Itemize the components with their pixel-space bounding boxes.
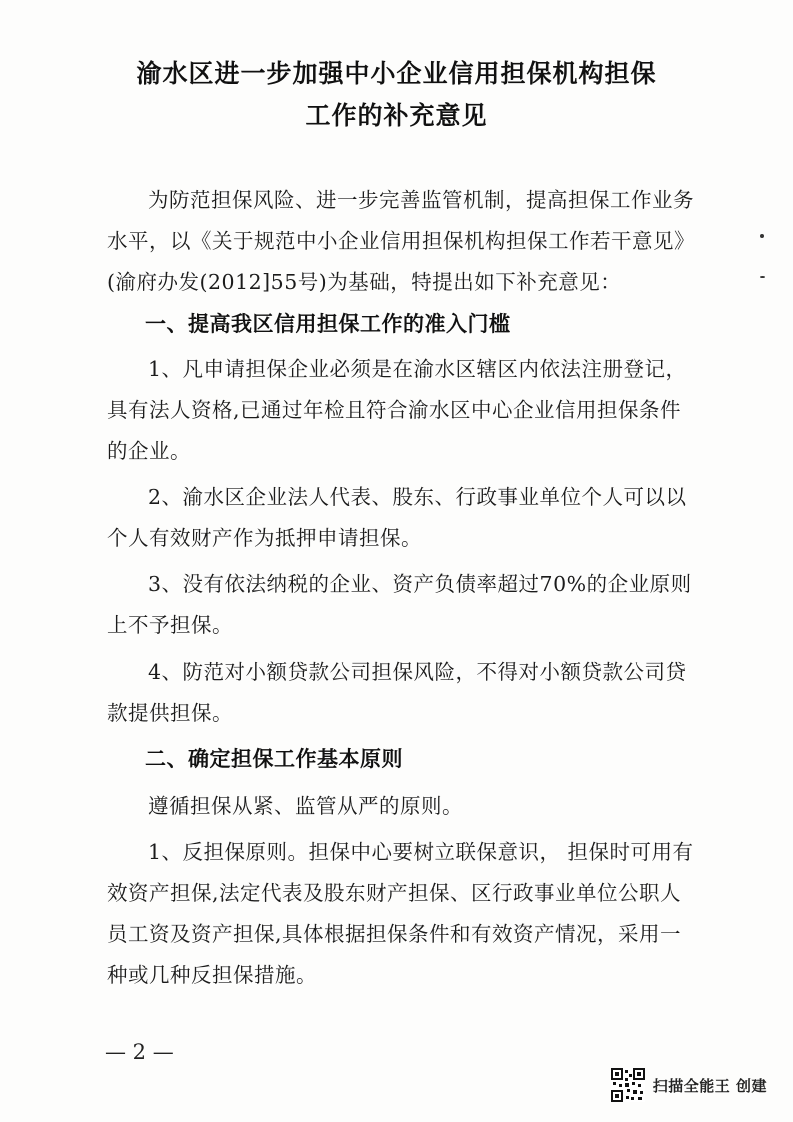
section1-heading: 一、提高我区信用担保工作的准入门槛 [145, 312, 511, 336]
scanner-watermark [611, 1068, 767, 1102]
section2-item1-line: 1、反担保原则。担保中心要树立联保意识， 担保时可用有 [148, 840, 694, 864]
section2-item1-line: 效资产担保,法定代表及股东财产担保、区行政事业单位公职人 [107, 881, 682, 905]
qr-code-icon [611, 1068, 645, 1102]
page-number: — 2 — [105, 1040, 174, 1064]
section1-item3-line: 上不予担保。 [107, 613, 233, 637]
watermark-text: 扫描全能王 创建 [652, 1076, 767, 1095]
scan-speck [760, 276, 765, 278]
section1-item3-line: 3、没有依法纳税的企业、资产负债率超过70%的企业原则 [148, 572, 692, 596]
section1-item4-line: 4、防范对小额贷款公司担保风险，不得对小额贷款公司贷 [148, 660, 687, 684]
document-title-line2: 工作的补充意见 [305, 101, 488, 130]
scan-speck [760, 234, 764, 238]
intro-line: 水平，以《关于规范中小企业信用担保机构担保工作若干意见》 [107, 229, 695, 253]
section2-intro: 遵循担保从紧、监管从严的原则。 [148, 794, 463, 818]
section1-item1-line: 具有法人资格,已通过年检且符合渝水区中心企业信用担保条件 [107, 398, 682, 422]
intro-line: (渝府办发(2012]55号)为基础，特提出如下补充意见： [107, 270, 622, 294]
document-title-line1: 渝水区进一步加强中小企业信用担保机构担保 [136, 59, 657, 88]
section2-item1-line: 种或几种反担保措施。 [107, 963, 317, 987]
section2-item1-line: 员工资及资产担保,具体根据担保条件和有效资产情况，采用一 [107, 922, 682, 946]
section1-item1-line: 1、凡申请担保企业必须是在渝水区辖区内依法注册登记， [148, 357, 687, 381]
section1-item4-line: 款提供担保。 [107, 701, 233, 725]
section1-item2-line: 2、渝水区企业法人代表、股东、行政事业单位个人可以以 [148, 485, 687, 509]
section1-item2-line: 个人有效财产作为抵押申请担保。 [107, 526, 422, 550]
intro-line: 为防范担保风险、进一步完善监管机制，提高担保工作业务 [148, 188, 694, 212]
section1-item1-line: 的企业。 [107, 439, 191, 463]
section2-heading: 二、确定担保工作基本原则 [145, 747, 403, 771]
